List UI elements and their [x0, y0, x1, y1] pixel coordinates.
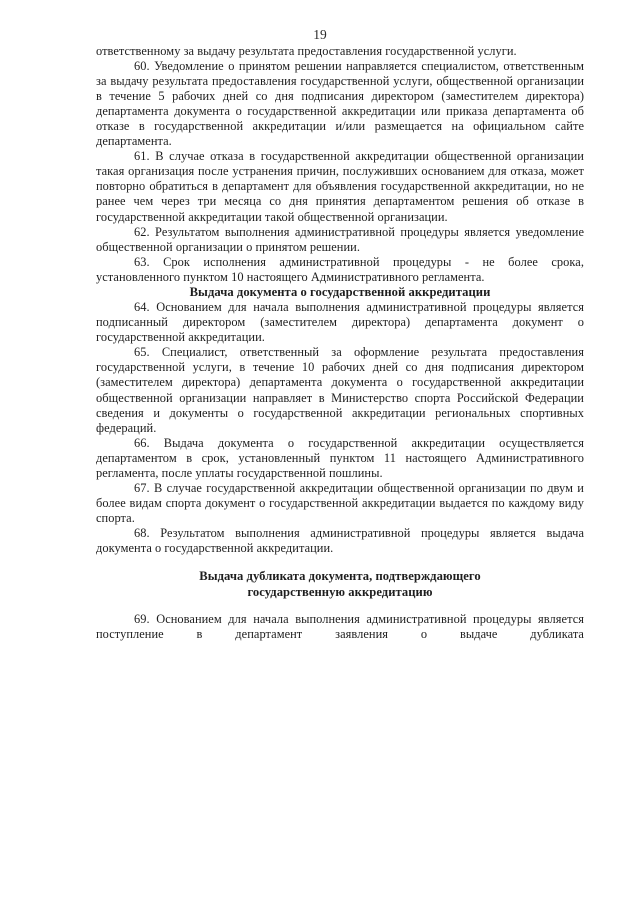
paragraph-60: 60. Уведомление о принятом решении направляется специалистом, ответственным за выдачу результата предоставления государственной услуги, общественной организации в течение 5 рабочих дней со дня подписания директором (заместителем директора) департамента документа о государственной аккредитации или приказа департамента об отказе в государственной аккредитации и/или размещается на официальном сайте департамента.: [96, 59, 584, 149]
paragraph-63: 63. Срок исполнения административной процедуры - не более срока, установленного пунктом 10 настоящего Административного регламента.: [96, 254, 584, 284]
paragraph-68: 68. Результатом выполнения административной процедуры является выдача документа о государственной аккредитации.: [96, 525, 584, 555]
paragraph-65: 65. Специалист, ответственный за оформление результата предоставления государственной услуги, в течение 10 рабочих дней со дня подписания директором (заместителем директора) департамента документа о государственной аккредитации общественной организации направляет в Министерство спорта Российской Федерации сведения и документы о государственной аккредитации региональных спортивных федераций.: [96, 345, 584, 435]
paragraph-62: 62. Результатом выполнения административной процедуры является уведомление общественной организации о принятом решении.: [96, 224, 584, 254]
paragraph-61: 61. В случае отказа в государственной аккредитации общественной организации такая организация после устранения причин, послуживших основанием для отказа, может повторно обратиться в департамент для объявления государственной аккредитации, но не ранее чем через три месяца со дня принятия департаментом решения об отказе в государственной аккредитации такой общественной организации.: [96, 149, 584, 224]
document-body: [96, 44, 584, 642]
section-heading-duplicate-line2: государственную аккредитацию: [247, 584, 433, 599]
paragraph-69: 69. Основанием для начала выполнения административной процедуры является поступление в департамент заявления о выдаче дубликата: [96, 612, 584, 642]
section-heading-duplicate: [96, 569, 584, 600]
paragraph-67: 67. В случае государственной аккредитации общественной организации по двум и более видам спорта документ о государственной аккредитации выдается по каждому виду спорта.: [96, 480, 584, 525]
section-heading-issuance: Выдача документа о государственной аккредитации: [189, 284, 491, 299]
paragraph-66: 66. Выдача документа о государственной аккредитации осуществляется департаментом в срок, установленный пунктом 11 настоящего Административного регламента, после уплаты государственной пошлины.: [96, 435, 584, 480]
page-number: 19: [313, 27, 327, 42]
section-heading-duplicate-line1: Выдача дубликата документа, подтверждающего: [199, 569, 481, 584]
paragraph-continuation: ответственному за выдачу результата предоставления государственной услуги.: [96, 44, 517, 58]
paragraph-64: 64. Основанием для начала выполнения административной процедуры является подписанный директором (заместителем директора) департамента документ о государственной аккредитации.: [96, 300, 584, 345]
